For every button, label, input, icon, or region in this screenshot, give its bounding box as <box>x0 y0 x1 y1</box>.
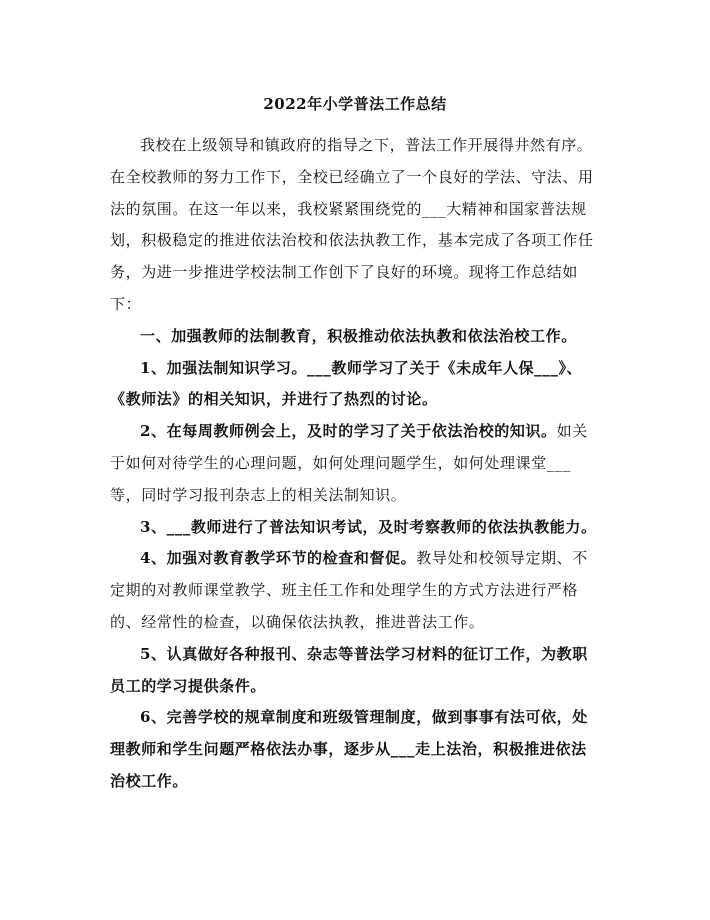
item-4-text: 教导处和校领导定期、不定期的对教师课堂教学、班主任工作和处理学生的方式方法进行严格的、经常性的检查，以确保依法执教，推进普法工作。 <box>110 549 588 631</box>
item-4-paragraph <box>110 543 600 638</box>
document-body <box>110 130 600 798</box>
item-2-lead: 2、在每周教师例会上，及时的学习了关于依法治校的知识。 <box>140 422 557 441</box>
item-6-paragraph: 6、完善学校的规章制度和班级管理制度，做到事事有法可依，处理教师和学生问题严格依法办事，逐步从___走上法治，积极推进依法治校工作。 <box>110 708 588 790</box>
intro-paragraph: 我校在上级领导和镇政府的指导之下，普法工作开展得井然有序。在全校教师的努力工作下，全校已经确立了一个良好的学法、守法、用法的氛围。在这一年以来，我校紧紧围绕党的___大精神和国家普法规划，积极稳定的推进依法治校和依法执教工作，基本完成了各项工作任务，为进一步推进学校法制工作创下了良好的环境。现将工作总结如下： <box>110 136 594 313</box>
item-3-paragraph: 3、___教师进行了普法知识考试，及时考察教师的依法执教能力。 <box>140 517 597 536</box>
item-1-paragraph: 1、加强法制知识学习。___教师学习了关于《未成年人保___》、《教师法》的相关知识，并进行了热烈的讨论。 <box>110 358 583 409</box>
item-4-lead: 4、加强对教育教学环节的检查和督促。 <box>140 549 417 568</box>
section-heading-1: 一、加强教师的法制教育，积极推动依法执教和依法治校工作。 <box>140 326 577 345</box>
item-2-text: 如关于如何对待学生的心理问题，如何处理问题学生，如何处理课堂___等，同时学习报刊杂志上的相关法制知识。 <box>110 422 588 504</box>
item-2-paragraph <box>110 416 600 511</box>
document-title: 2022年小学普法工作总结 <box>263 95 447 113</box>
item-5-paragraph: 5、认真做好各种报刊、杂志等普法学习材料的征订工作，为教职员工的学习提供条件。 <box>110 644 588 695</box>
